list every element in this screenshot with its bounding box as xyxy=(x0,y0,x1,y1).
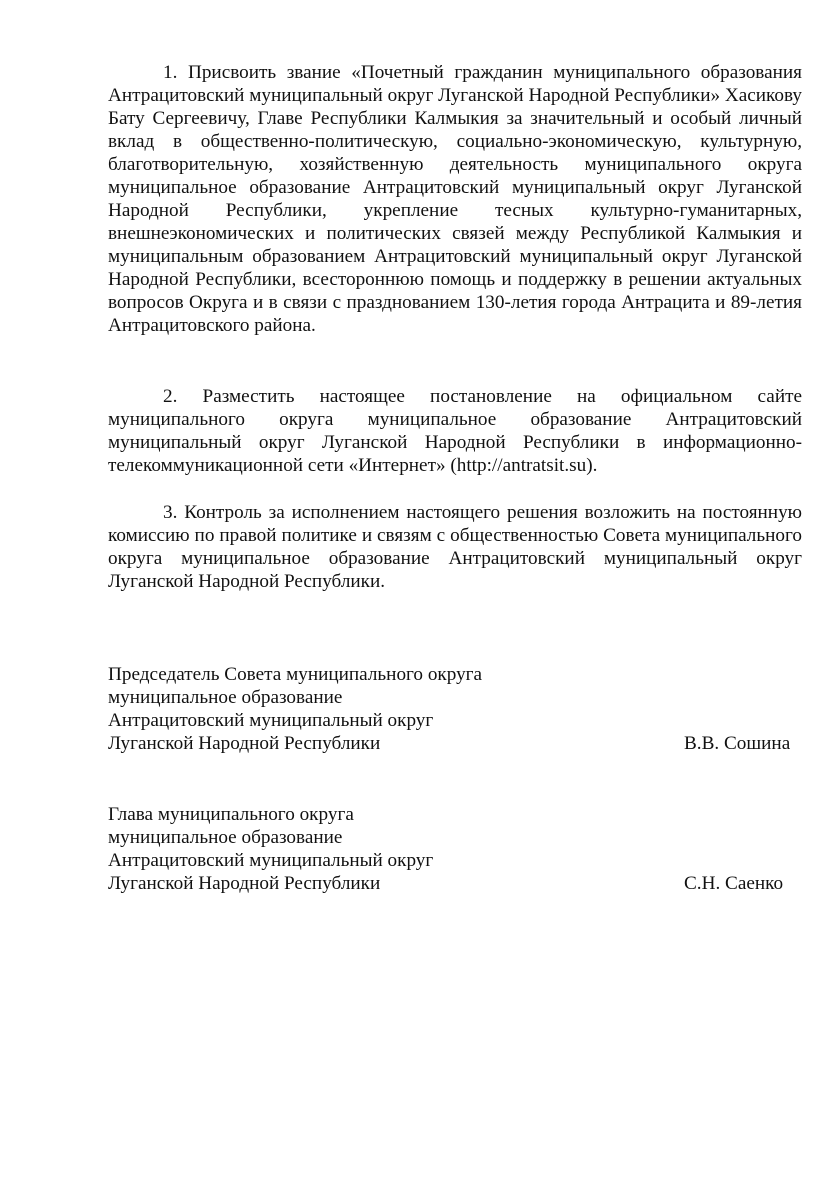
signatory-name: В.В. Сошина xyxy=(684,733,791,754)
signature-title-line: Луганской Народной Республики xyxy=(108,873,381,894)
paragraph-1: 1. Присвоить звание «Почетный гражданин муниципального образования Антрацитовский муниципальный округ Луганской Народной Республики» Хасикову Бату Сергеевичу, Главе Республики Калмыкия за значительный и особый личный вклад в общественно-политическую, социально-экономическую, культурную, благотворительную, хозяйственную деятельность муниципального округа муниципальное образование Антрацитовский муниципальный округ Луганской Народной Республики, укрепление тесных культурно-гуманитарных, внешнеэкономических и политических связей между Республикой Калмыкия и муниципальным образованием Антрацитовский муниципальный округ Луганской Народной Республики, всестороннюю помощь и поддержку в решении актуальных вопросов Округа и в связи с празднованием 130-летия города Антрацита и 89-летия Антрацитовского района. xyxy=(108,62,802,336)
signatory-name: С.Н. Саенко xyxy=(684,873,784,894)
signature-block-chairman xyxy=(108,663,802,755)
signature-title-line: муниципальное образование xyxy=(108,687,343,708)
signature-title-line: муниципальное образование xyxy=(108,827,343,848)
signature-block-head xyxy=(108,803,802,895)
signature-title-line: Антрацитовский муниципальный округ xyxy=(108,850,434,871)
signature-title-line: Глава муниципального округа xyxy=(108,804,354,825)
signature-title-line: Антрацитовский муниципальный округ xyxy=(108,710,434,731)
paragraph-2: 2. Разместить настоящее постановление на официальном сайте муниципального округа муниципальное образование Антрацитовский муниципальный округ Луганской Народной Республики в информационно-телекоммуникационной сети «Интернет» (http://antratsit.su). xyxy=(108,386,802,476)
signature-title-line: Луганской Народной Республики xyxy=(108,733,381,754)
paragraph-3: 3. Контроль за исполнением настоящего решения возложить на постоянную комиссию по правой политике и связям с общественностью Совета муниципального округа муниципальное образование Антрацитовский муниципальный округ Луганской Народной Республики. xyxy=(108,502,802,592)
signature-title-line: Председатель Совета муниципального округа xyxy=(108,664,483,685)
